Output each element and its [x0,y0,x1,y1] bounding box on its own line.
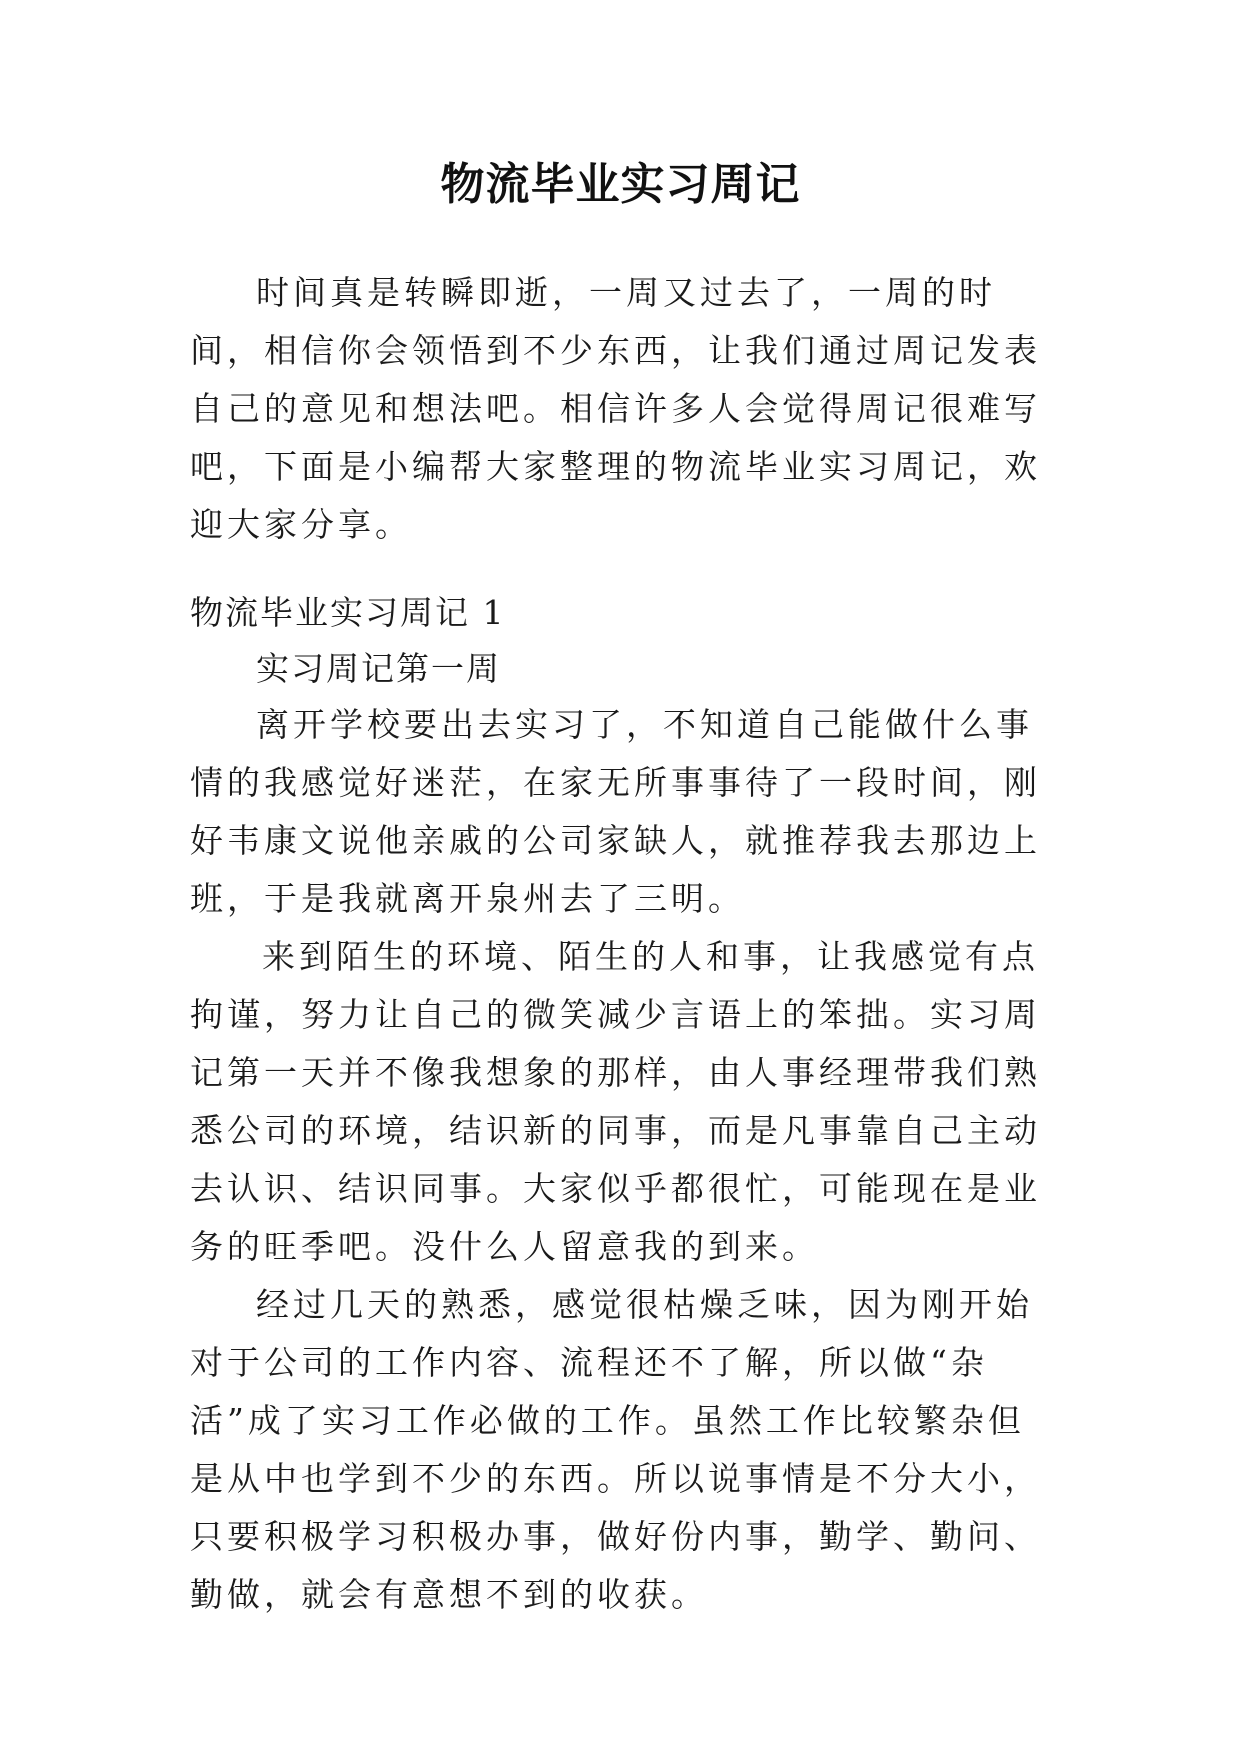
document-title: 物流毕业实习周记 [440,159,801,210]
week-label: 实习周记第一周 [256,649,501,688]
intro-paragraph: 时间真是转瞬即逝，一周又过去了，一周的时间，相信你会领悟到不少东西，让我们通过周记发表自己的意见和想法吧。相信许多人会觉得周记很难写吧，下面是小编帮大家整理的物流毕业实习周记，欢迎大家分享。 [190,273,1041,544]
body-paragraph: 来到陌生的环境、陌生的人和事，让我感觉有点拘谨，努力让自己的微笑减少言语上的笨拙。实习周记第一天并不像我想象的那样，由人事经理带我们熟悉公司的环境，结识新的同事，而是凡事靠自己主动去认识、结识同事。大家似乎都很忙，可能现在是业务的旺季吧。没什么人留意我的到来。 [190,937,1041,1266]
body-paragraph: 离开学校要出去实习了，不知道自己能做什么事情的我感觉好迷茫，在家无所事事待了一段时间，刚好韦康文说他亲戚的公司家缺人，就推荐我去那边上班，于是我就离开泉州去了三明。 [190,705,1041,918]
section-heading: 物流毕业实习周记 1 [190,593,506,632]
body-paragraph: 经过几天的熟悉，感觉很枯燥乏味，因为刚开始对于公司的工作内容、流程还不了解，所以做“杂活”成了实习工作必做的工作。虽然工作比较繁杂但是从中也学到不少的东西。所以说事情是不分大小，只要积极学习积极办事，做好份内事，勤学、勤问、勤做，就会有意想不到的收获。 [190,1285,1041,1614]
